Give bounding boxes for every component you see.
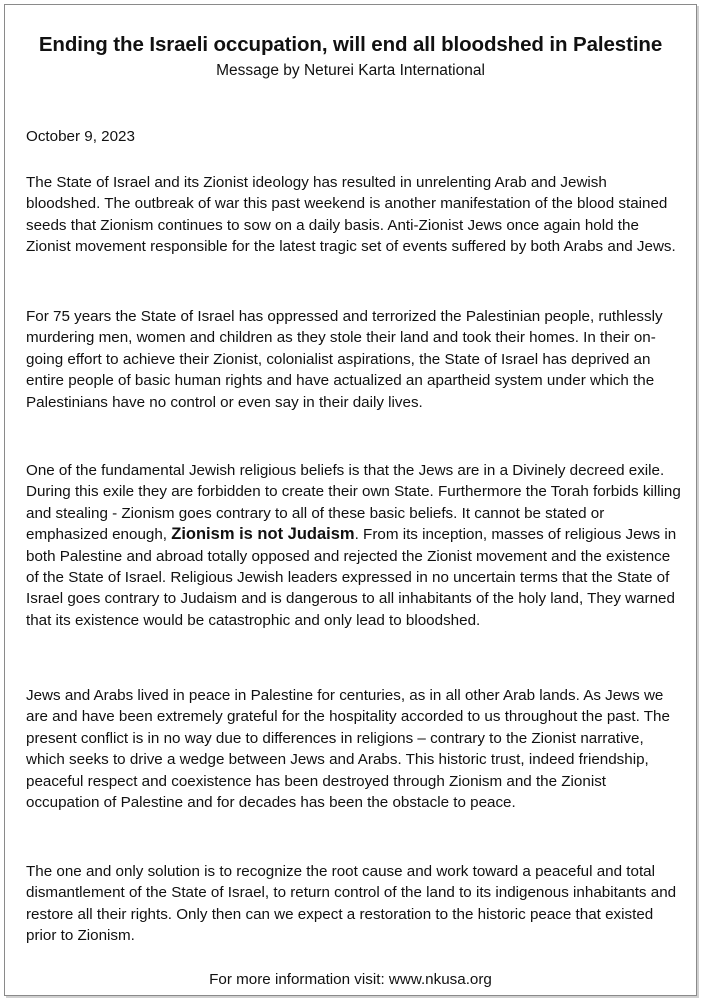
paragraph-3-text-after: . From its inception, masses of religious Jews in both Palestine and abroad totally opposed and rejected the Zionist movement and the existence of the State of Israel. Religious Jewish leaders expressed in no uncertain terms that the State of Israel goes contrary to Judaism and is dangerous to all inhabitants of the holy land, They warned that its existence would be catastrophic and only lead to bloodshed.: [26, 526, 677, 629]
paragraph-3: [26, 460, 681, 631]
paragraph-5: The one and only solution is to recognize the root cause and work toward a peaceful and total dismantlement of the State of Israel, to return control of the land to its indigenous inhabitants and restore all their rights. Only then can we expect a restoration to the historic peace that existed prior to Zionism.: [26, 863, 677, 945]
document-page: [4, 4, 697, 996]
paragraph-3-emphasis: Zionism is not Judaism: [171, 525, 355, 544]
document-title: Ending the Israeli occupation, will end all bloodshed in Palestine: [38, 33, 663, 56]
document-date: October 9, 2023: [26, 128, 135, 145]
paragraph-1: The State of Israel and its Zionist ideology has resulted in unrelenting Arab and Jewish bloodshed. The outbreak of war this past weekend is another manifestation of the blood stained seeds that Zionism continues to sow on a daily basis. Anti-Zionist Jews once again hold the Zionist movement responsible for the latest tragic set of events suffered by both Arabs and Jews.: [26, 174, 676, 256]
document-subtitle: Message by Neturei Karta International: [216, 62, 485, 79]
paragraph-2: For 75 years the State of Israel has oppressed and terrorized the Palestinian people, ruthlessly murdering men, women and children as they stole their land and took their homes. In their on-going effort to achieve their Zionist, colonialist aspirations, the State of Israel has deprived an entire people of basic human rights and have actualized an apartheid system under which the Palestinians have no control or even say in their daily lives.: [26, 308, 663, 411]
paragraph-3-text-before: One of the fundamental Jewish religious beliefs is that the Jews are in a Divinely decreed exile. During this exile they are forbidden to create their own State. Furthermore the Torah forbids killing and stealing - Zionism goes contrary to all of these basic beliefs. It cannot be stated or emphasized enough,: [26, 462, 681, 544]
footer-info: For more information visit: www.nkusa.org: [209, 971, 492, 988]
paragraph-4: Jews and Arabs lived in peace in Palestine for centuries, as in all other Arab lands. As Jews we are and have been extremely grateful for the hospitality accorded to us throughout the past. The present conflict is in no way due to differences in religions – contrary to the Zionist narrative, which seeks to drive a wedge between Jews and Arabs. This historic trust, indeed friendship, peaceful respect and coexistence has been destroyed through Zionism and the Zionist occupation of Palestine and for decades has been the obstacle to peace.: [26, 687, 670, 812]
